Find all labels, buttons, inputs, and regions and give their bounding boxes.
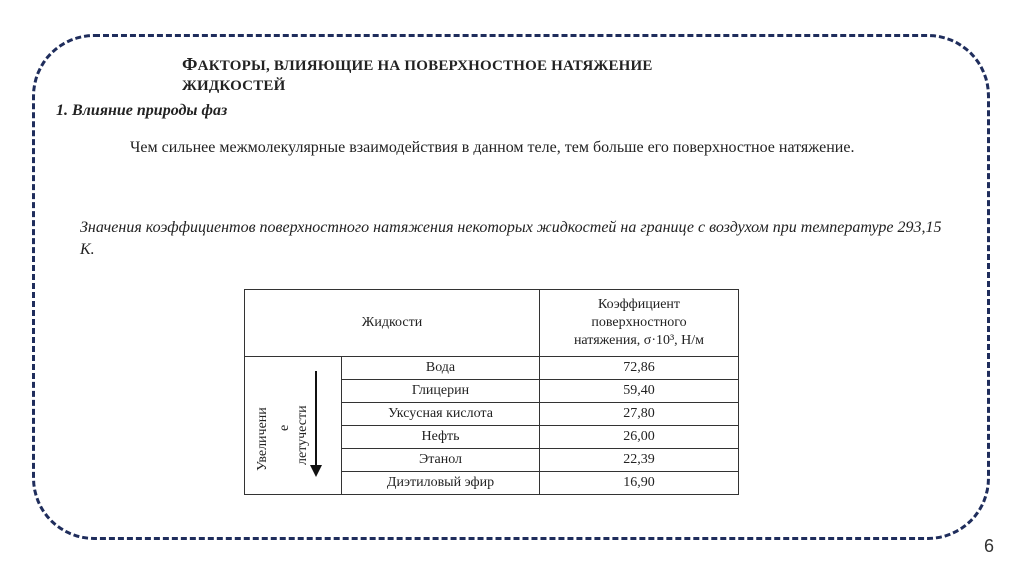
header-coef-line3: натяжения, σ·10³, Н/м: [573, 333, 705, 348]
down-arrow-icon: [315, 371, 317, 467]
table-row: [245, 357, 739, 380]
liquid-value: 22,39: [540, 449, 739, 472]
page-number: 6: [984, 536, 995, 556]
liquid-name: Нефть: [342, 426, 540, 449]
header-coefficient: [540, 290, 739, 357]
liquid-name: Уксусная кислота: [342, 403, 540, 426]
slide-title: [182, 54, 742, 96]
volatility-indicator: [245, 357, 342, 495]
body-paragraph: Чем сильнее межмолекулярные взаимодействия в данном теле, тем больше его поверхностное натяжение.: [130, 139, 855, 156]
liquid-value: 72,86: [540, 357, 739, 380]
volatility-label-3: летучести: [295, 404, 310, 465]
surface-tension-table: [244, 289, 739, 495]
header-liquids: Жидкости: [245, 290, 540, 357]
title-rest: АКТОРЫ, ВЛИЯЮЩИЕ НА ПОВЕРХНОСТНОЕ НАТЯЖЕНИЕ ЖИДКОСТЕЙ: [182, 58, 653, 94]
liquid-name: Этанол: [342, 449, 540, 472]
arrow-head-icon: [310, 465, 322, 477]
liquid-value: 59,40: [540, 380, 739, 403]
liquid-value: 26,00: [540, 426, 739, 449]
header-coef-line2: поверхностного: [591, 315, 687, 330]
liquid-value: 27,80: [540, 403, 739, 426]
liquid-name: Глицерин: [342, 380, 540, 403]
liquid-name: Диэтиловый эфир: [342, 472, 540, 495]
table-caption: Значения коэффициентов поверхностного натяжения некоторых жидкостей на границе с воздухом при температуре 293,15 К.: [80, 219, 942, 258]
header-coef-line1: Коэффициент: [597, 297, 681, 312]
liquid-value: 16,90: [540, 472, 739, 495]
section-subtitle: 1. Влияние природы фаз: [56, 102, 228, 119]
liquid-name: Вода: [342, 357, 540, 380]
volatility-label-2: е: [277, 424, 292, 431]
volatility-label-1: Увеличени: [255, 406, 270, 471]
title-first-letter: Ф: [182, 54, 198, 74]
